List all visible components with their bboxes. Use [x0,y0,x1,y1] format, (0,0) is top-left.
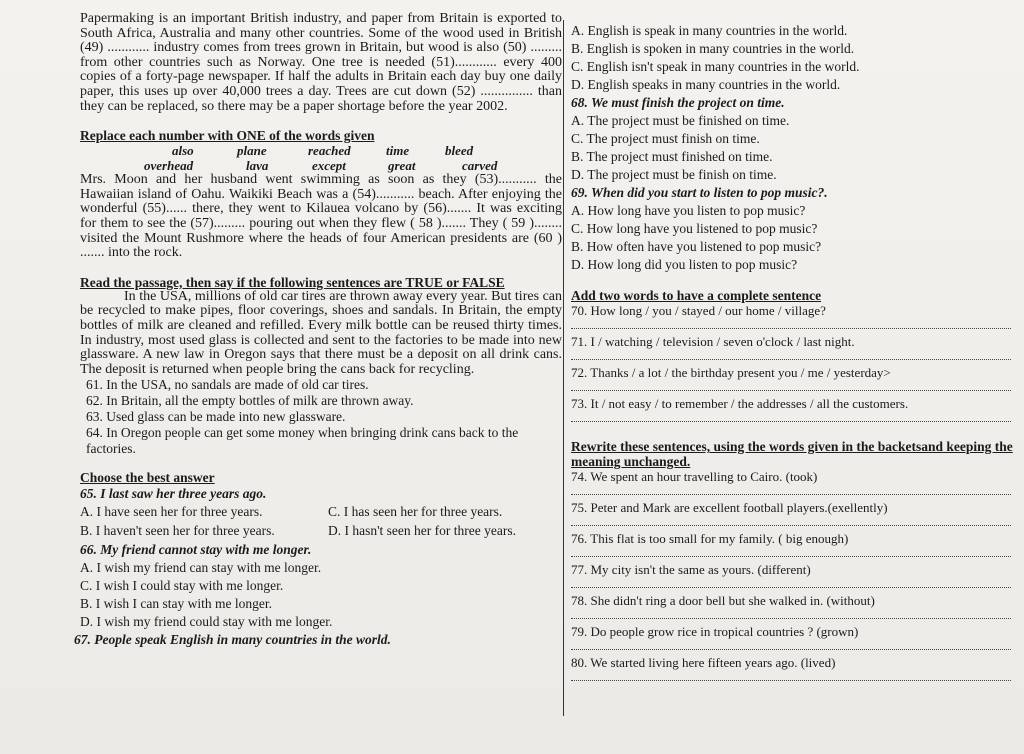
answer-line [571,484,1011,495]
word-bank-item: bleed [445,143,474,159]
item-73: 73. It / not easy / to remember / the addresses / all the customers. [571,396,909,411]
option-66c: C. I wish I could stay with me longer. [80,578,284,594]
option-67a: A. English is speak in many countries in the world. [571,23,848,38]
option-69c: C. How long have you listened to pop music? [571,221,818,236]
option-66d: D. I wish my friend could stay with me longer. [80,614,333,630]
option-68a: A. The project must be finished on time. [571,113,790,128]
passage-oahu: Mrs. Moon and her husband went swimming as soon as they (53)........... the Hawaiian island of Oahu. Waikiki Beach was a (54)........... beach. After enjoying the wonderful (55)...... there, they went to Kilauea volcano by (56)....... It was exciting for them to see the (57)......... pouring out when they flew ( 58 )....... They ( 59 )........ visited the Mount Rushmore where the heads of four American presidents are (60 ) ....... into the rock. [80,172,562,261]
answer-line [571,515,1011,526]
option-68c: C. The project must finish on time. [571,131,760,146]
item-75: 75. Peter and Mark are excellent football players.(exellently) [571,500,888,515]
word-bank-item: plane [237,143,267,159]
answer-line [571,608,1011,619]
word-bank-item: great [388,158,416,174]
passage-papermaking: Papermaking is an important British industry, and paper from Britain is exported to South Africa, Australia and many other countries. Some of the wood used in British (49) ............ industry comes from trees grown in Britain, but wood is also (50) ......... from other countries such as Norway. One tree is needed (51)............ every 400 copies of a forty-page newspaper. If half the adults in Britain each day buy one daily paper, this uses up over 40,000 trees a day. Trees are cut down (52) ............... than they can be replaced, so there may be a paper shortage before the year 2002. [80,11,562,114]
word-bank [80,143,562,173]
answer-line [571,577,1011,588]
option-67c: C. English isn't speak in many countries in the world. [571,59,860,74]
option-67b: B. English is spoken in many countries in the world. [571,41,855,56]
option-67d: D. English speaks in many countries in the world. [571,77,841,92]
option-66a: A. I wish my friend can stay with me longer. [80,560,322,576]
left-column [74,11,562,649]
section-heading-true-false: Read the passage, then say if the following sentences are TRUE or FALSE [80,274,505,290]
option-65c: C. I has seen her for three years. [328,504,503,520]
answer-line [571,349,1011,360]
answer-line [571,639,1011,650]
option-69d: D. How long did you listen to pop music? [571,257,798,272]
word-bank-item: overhead [144,158,194,174]
item-72: 72. Thanks / a lot / the birthday present you / me / yesterday> [571,365,891,380]
section-heading-add-words: Add two words to have a complete sentence [571,288,822,303]
answer-line [571,318,1011,329]
statement-63: 63. Used glass can be made into new glassware. [86,409,346,425]
statement-61: 61. In the USA, no sandals are made of old car tires. [86,377,369,393]
question-68: 68. We must finish the project on time. [571,95,785,110]
option-68b: B. The project must finished on time. [571,149,773,164]
item-80: 80. We started living here fifteen years ago. (lived) [571,655,836,670]
word-bank-item: also [172,143,194,159]
option-68d: D. The project must be finish on time. [571,167,777,182]
answer-line [571,411,1011,422]
options-row [80,522,562,541]
word-bank-item: except [312,158,346,174]
word-bank-item: time [386,143,410,159]
item-78: 78. She didn't ring a door bell but she walked in. (without) [571,593,875,608]
word-bank-item: reached [308,143,351,159]
item-74: 74. We spent an hour travelling to Cairo. (took) [571,469,818,484]
option-66b: B. I wish I can stay with me longer. [80,596,272,612]
option-69b: B. How often have you listened to pop music? [571,239,822,254]
word-bank-item: carved [462,158,498,174]
item-79: 79. Do people grow rice in tropical countries ? (grown) [571,624,859,639]
item-70: 70. How long / you / stayed / our home / village? [571,303,826,318]
section-heading-best-answer: Choose the best answer [80,470,215,486]
question-67: 67. People speak English in many countries in the world. [74,632,391,648]
column-divider [563,20,564,716]
option-65d: D. I hasn't seen her for three years. [328,523,516,539]
answer-line [571,546,1011,557]
question-66: 66. My friend cannot stay with me longer. [80,542,312,558]
options-row [80,503,562,522]
statement-62: 62. In Britain, all the empty bottles of milk are thrown away. [86,393,414,409]
statement-64: 64. In Oregon people can get some money when bringing drink cans back to the factories. [86,425,519,457]
section-heading-rewrite: Rewrite these sentences, using the words given in the backetsand keeping the meaning unchanged. [571,439,1013,469]
section-heading-replace: Replace each number with ONE of the words given [80,128,375,144]
word-bank-item: lava [246,158,269,174]
option-69a: A. How long have you listen to pop music? [571,203,806,218]
question-65: 65. I last saw her three years ago. [80,486,267,502]
option-65b: B. I haven't seen her for three years. [80,523,275,539]
passage-recycling: In the USA, millions of old car tires are thrown away every year. But tires can be recycled to make pipes, floor coverings, shoes and sandals. In Britain, the empty bottles of milk are cleaned and refilled. Every milk bottle can be reused thirty times. In industry, most used glass is collected and sent to the factories to be made into new glassware. A new law in Oregon says that there must be a deposit on all drink cans. The deposit is returned when people bring the cans back for recycling. [80,288,562,377]
answer-line [571,670,1011,681]
question-69: 69. When did you start to listen to pop music?. [571,185,828,200]
item-76: 76. This flat is too small for my family. ( big enough) [571,531,849,546]
item-77: 77. My city isn't the same as yours. (different) [571,562,811,577]
right-column [571,22,1021,686]
answer-line [571,380,1011,391]
item-71: 71. I / watching / television / seven o'clock / last night. [571,334,855,349]
option-65a: A. I have seen her for three years. [80,504,263,520]
